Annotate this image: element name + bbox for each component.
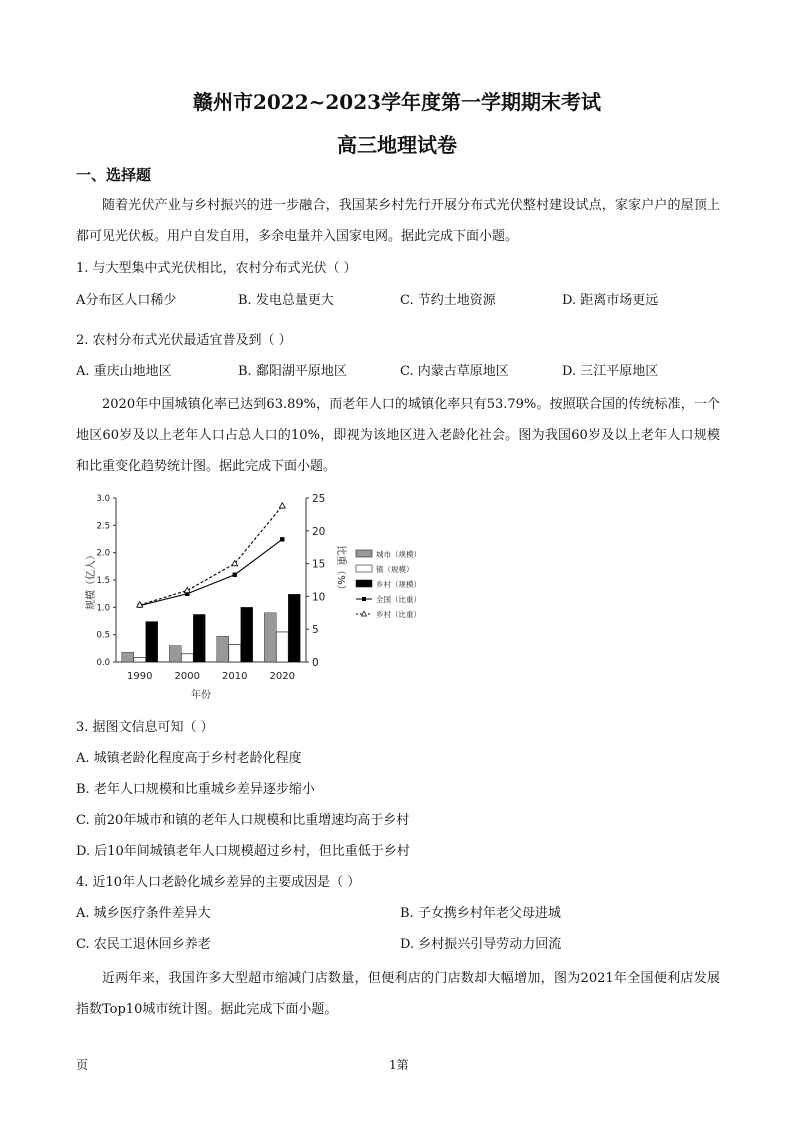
legend-swatch <box>356 565 372 572</box>
legend-label: 乡村（规模） <box>376 580 421 589</box>
chart-lines <box>137 503 286 608</box>
x-tick-label: 2020 <box>269 671 295 682</box>
legend-label: 乡村（比重） <box>376 610 421 619</box>
footer-left: 页 <box>76 1058 89 1072</box>
x-tick-label: 2010 <box>222 671 248 682</box>
x-tick-label: 2000 <box>174 671 200 682</box>
question-1-options <box>76 291 726 311</box>
bar-城市（规模） <box>169 646 181 662</box>
legend-swatch <box>356 550 372 557</box>
bar-乡村（规模） <box>193 614 205 662</box>
point-全国（比重） <box>280 537 284 541</box>
right-tick-label: 10 <box>312 591 326 604</box>
legend-label: 全国（比重） <box>376 595 421 604</box>
point-全国（比重） <box>233 573 237 577</box>
question-1-option-a[interactable]: A分布区人口稀少 <box>76 293 177 308</box>
left-tick-label: 2.5 <box>96 521 110 532</box>
question-1-stem: 1. 与大型集中式光伏相比，农村分布式光伏（ ） <box>76 261 357 276</box>
left-tick-label: 3.0 <box>96 494 110 504</box>
passage-3: 近两年来，我国许多大型超市缩减门店数量，但便利店的门店数却大幅增加，图为2021年全国便利店发展指数Top10城市统计图。据此完成下面小题。 <box>76 971 720 1017</box>
bar-城市（规模） <box>264 613 276 662</box>
question-3-stem: 3. 据图文信息可知（ ） <box>76 720 214 735</box>
question-4-option-d[interactable]: D. 乡村振兴引导劳动力回流 <box>400 937 562 952</box>
bar-乡村（规模） <box>288 594 300 662</box>
x-axis-title: 年份 <box>191 690 211 701</box>
y-axis-left-title: 规模（亿人） <box>86 550 97 610</box>
bar-镇（规模） <box>181 654 193 662</box>
left-tick-label: 0.5 <box>96 630 110 641</box>
passage-2: 2020年中国城镇化率已达到63.89%，而老年人口的城镇化率只有53.79%。按照联合国的传统标准，一个地区60岁及以上老年人口占总人口的10%，即视为该地区进入老龄化社会。图为我国60岁及以上老年人口规模和比重变化趋势统计图。据此完成下面小题。 <box>76 397 720 474</box>
chart-ticks <box>84 493 348 701</box>
point-乡村（比重） <box>279 503 285 508</box>
bar-乡村（规模） <box>146 622 158 662</box>
line-全国（比重） <box>140 539 283 605</box>
right-tick-label: 20 <box>312 525 326 538</box>
question-3-option-b[interactable]: B. 老年人口规模和比重城乡差异逐步缩小 <box>76 782 315 797</box>
y-axis-right-title: 比重（%） <box>335 545 346 595</box>
bar-镇（规模） <box>134 658 146 662</box>
legend-label: 城市（规模） <box>376 550 421 559</box>
question-3-option-c[interactable]: C. 前20年城市和镇的老年人口规模和比重增速均高于乡村 <box>76 813 410 828</box>
right-tick-label: 5 <box>312 624 319 637</box>
bar-镇（规模） <box>276 632 288 662</box>
chart-legend <box>356 549 421 619</box>
legend-label: 镇（规模） <box>376 565 414 574</box>
right-tick-label: 25 <box>312 493 326 505</box>
bar-城市（规模） <box>217 636 229 662</box>
question-1-option-d[interactable]: D. 距离市场更远 <box>562 293 659 308</box>
right-tick-label: 0 <box>312 657 319 669</box>
bar-镇（规模） <box>229 645 241 662</box>
question-4-option-a[interactable]: A. 城乡医疗条件差异大 <box>76 906 211 921</box>
question-2-option-b[interactable]: B. 鄱阳湖平原地区 <box>238 364 347 379</box>
bar-城市（规模） <box>122 652 134 662</box>
exam-subtitle: 高三地理试卷 <box>337 133 457 157</box>
footer-page-number: 1第 <box>389 1058 409 1072</box>
question-4-option-b[interactable]: B. 子女携乡村年老父母进城 <box>400 906 561 921</box>
question-4-options-row-2 <box>76 935 726 955</box>
bar-乡村（规模） <box>241 607 253 662</box>
legend-swatch <box>356 580 372 587</box>
question-3-option-d[interactable]: D. 后10年间城镇老年人口规模超过乡村，但比重低于乡村 <box>76 844 410 859</box>
left-tick-label: 2.0 <box>96 548 110 559</box>
chart-bars <box>122 594 301 662</box>
question-2-option-a[interactable]: A. 重庆山地地区 <box>76 364 172 379</box>
passage-1: 随着光伏产业与乡村振兴的进一步融合，我国某乡村先行开展分布式光伏整村建设试点，家家户户的屋顶上都可见光伏板。用户自发自用，多余电量并入国家电网。据此完成下面小题。 <box>76 198 720 244</box>
question-4-stem: 4. 近10年人口老龄化城乡差异的主要成因是（ ） <box>76 875 361 890</box>
left-tick-label: 1.0 <box>96 603 110 614</box>
question-4-option-c[interactable]: C. 农民工退休回乡养老 <box>76 937 211 952</box>
point-乡村（比重） <box>184 587 190 592</box>
x-tick-label: 1990 <box>127 671 153 682</box>
question-4-options-row-1 <box>76 904 726 924</box>
right-tick-label: 15 <box>312 558 326 571</box>
exam-title: 赣州市2022~2023学年度第一学期期末考试 <box>192 90 602 114</box>
left-tick-label: 1.5 <box>96 576 110 586</box>
section-heading: 一、选择题 <box>76 166 152 184</box>
question-2-options <box>76 362 726 382</box>
left-tick-label: 0.0 <box>96 658 110 668</box>
question-1-option-b[interactable]: B. 发电总量更大 <box>238 293 334 308</box>
aging-chart <box>86 488 421 706</box>
question-2-stem: 2. 农村分布式光伏最适宜普及到（ ） <box>76 333 292 348</box>
question-2-option-d[interactable]: D. 三江平原地区 <box>562 364 659 379</box>
legend-marker <box>362 597 366 601</box>
question-3-option-a[interactable]: A. 城镇老龄化程度高于乡村老龄化程度 <box>76 751 302 766</box>
question-2-option-c[interactable]: C. 内蒙古草原地区 <box>400 364 509 379</box>
question-1-option-c[interactable]: C. 节约土地资源 <box>400 293 496 308</box>
